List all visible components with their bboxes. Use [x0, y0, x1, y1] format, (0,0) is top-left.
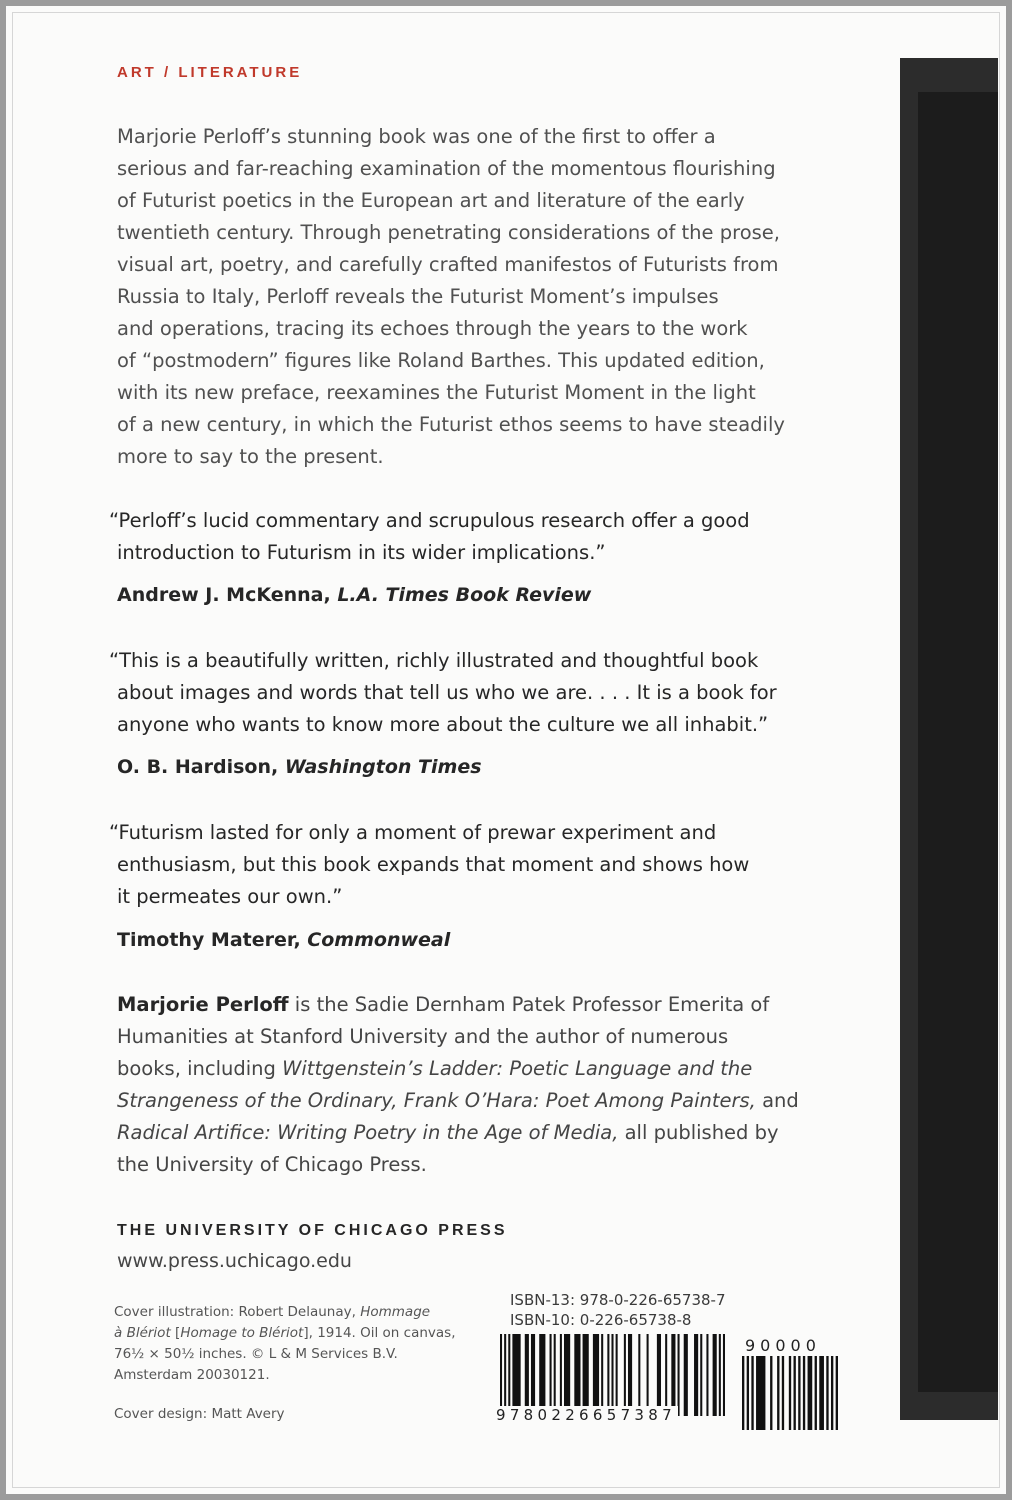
quote-line: it permeates our own.”: [117, 885, 343, 908]
quote-line: “Perloff’s lucid commentary and scrupulous research offer a good: [109, 509, 750, 532]
publisher-name: THE UNIVERSITY OF CHICAGO PRESS: [117, 1222, 508, 1239]
barcode-bar: [531, 1334, 535, 1416]
credit-text: 76½ × 50½ inches. © L & M Services B.V.: [114, 1346, 398, 1362]
barcode-bar: [794, 1356, 796, 1430]
quote-line: enthusiasm, but this book expands that moment and shows how: [117, 853, 750, 876]
barcode-bar: [601, 1334, 603, 1416]
isbn-13: ISBN-13: 978-0-226-65738-7: [510, 1291, 726, 1309]
barcode-bar: [512, 1334, 520, 1416]
barcode-bar: [798, 1356, 800, 1430]
barcode-bar: [539, 1334, 545, 1416]
description-line: Marjorie Perloff’s stunning book was one of the first to offer a: [117, 125, 716, 148]
bio-line: Humanities at Stanford University and the author of numerous: [117, 1025, 729, 1048]
ean-barcode-bars: [500, 1334, 725, 1416]
description-line: twentieth century. Through penetrating considerations of the prose,: [117, 221, 780, 244]
barcode-bar: [500, 1334, 502, 1416]
bio-line: [117, 1053, 817, 1085]
barcode-bar: [770, 1356, 772, 1430]
barcode-bar: [508, 1334, 510, 1416]
review-quote: [109, 817, 817, 913]
barcode-bar: [647, 1334, 649, 1416]
barcode-bar: [831, 1356, 833, 1430]
bio-text: all published by: [618, 1121, 779, 1144]
quote-attribution: [117, 584, 591, 606]
cover-illustration-credit: [114, 1302, 474, 1386]
quote-line: anyone who wants to know more about the culture we all inhabit.”: [117, 713, 769, 736]
publisher-website: www.press.uchicago.edu: [117, 1250, 352, 1272]
barcode-bar: [638, 1334, 640, 1416]
author-bio: [117, 989, 817, 1181]
artwork-title: Homage to Blériot: [180, 1325, 304, 1341]
description-line: of “postmodern” figures like Roland Barthes. This updated edition,: [117, 349, 765, 372]
barcode-bar: [678, 1334, 680, 1416]
barcode-bar: [777, 1356, 779, 1430]
review-quote: [109, 645, 817, 741]
bio-text: is the Sadie Dernham Patek Professor Emerita of: [288, 993, 770, 1016]
quote-author: Andrew J. McKenna,: [117, 584, 338, 606]
review-quote: [109, 505, 817, 569]
bio-text: books, including: [117, 1057, 283, 1080]
credit-text: [: [170, 1325, 181, 1341]
barcode-bar: [713, 1334, 717, 1416]
barcode-bar: [819, 1356, 824, 1430]
credit-text: Cover illustration: Robert Delaunay,: [114, 1304, 361, 1320]
quote-source: L.A. Times Book Review: [337, 584, 592, 606]
barcode-bar: [560, 1334, 562, 1416]
barcode-bar: [624, 1334, 626, 1416]
barcode-bar: [700, 1334, 702, 1416]
description-line: and operations, tracing its echoes through the years to the work: [117, 317, 748, 340]
artwork-title: Hommage: [360, 1304, 431, 1320]
barcode-bar: [628, 1334, 632, 1416]
quote-attribution: [117, 756, 482, 778]
quote-line: “Futurism lasted for only a moment of prewar experiment and: [109, 821, 717, 844]
barcode-bar: [564, 1334, 570, 1416]
quote-source: Washington Times: [284, 756, 482, 778]
barcode-bar: [756, 1356, 765, 1430]
quote-author: Timothy Materer,: [117, 929, 308, 951]
barcode-bar: [747, 1356, 749, 1430]
barcode-digits: 9780226657387: [496, 1406, 676, 1424]
barcode-bar: [583, 1334, 589, 1416]
barcode-bar: [723, 1334, 725, 1416]
barcode-bar: [826, 1356, 828, 1430]
quote-source: Commonweal: [307, 929, 451, 951]
barcode-bar: [782, 1356, 784, 1430]
quote-line: “This is a beautifully written, richly illustrated and thoughtful book: [109, 649, 759, 672]
bio-line: [117, 989, 817, 1021]
category-label: ART / LITERATURE: [117, 64, 303, 81]
barcode-bar: [504, 1334, 506, 1416]
book-description: [117, 121, 817, 473]
barcode-bar: [742, 1356, 744, 1430]
barcode-bar: [694, 1334, 698, 1416]
cover-design-credit: Cover design: Matt Avery: [114, 1406, 285, 1422]
barcode-bar: [808, 1356, 813, 1430]
barcode-bar: [789, 1356, 791, 1430]
description-line: with its new preface, reexamines the Futurist Moment in the light: [117, 381, 756, 404]
barcode-bar: [607, 1334, 609, 1416]
bio-line: [117, 1117, 817, 1149]
price-code: 90000: [745, 1336, 821, 1355]
barcode-bar: [665, 1334, 667, 1416]
barcode-bar: [836, 1356, 838, 1430]
bio-line: the University of Chicago Press.: [117, 1153, 427, 1176]
barcode-bar: [525, 1334, 529, 1416]
barcode-bar: [593, 1334, 599, 1416]
description-line: visual art, poetry, and carefully crafted manifestos of Futurists from: [117, 253, 779, 276]
barcode-bar: [706, 1334, 708, 1416]
barcode-bar: [616, 1334, 618, 1416]
bio-line: [117, 1085, 817, 1117]
quote-author: O. B. Hardison,: [117, 756, 285, 778]
artwork-title: à Blériot: [114, 1325, 171, 1341]
spine-shadow: [918, 92, 998, 1392]
barcode-bar: [671, 1334, 675, 1416]
description-line: serious and far-reaching examination of the momentous flourishing: [117, 157, 776, 180]
isbn-10: ISBN-10: 0-226-65738-8: [510, 1311, 692, 1329]
description-line: Russia to Italy, Perloff reveals the Futurist Moment’s impulses: [117, 285, 719, 308]
bio-text: and: [755, 1089, 799, 1112]
quote-line: introduction to Futurism in its wider implications.”: [117, 541, 606, 564]
barcode-bar: [719, 1334, 721, 1416]
book-title: Radical Artifice: Writing Poetry in the Age of Media,: [117, 1121, 619, 1144]
barcode-bar: [554, 1334, 556, 1416]
description-line: of Futurist poetics in the European art and literature of the early: [117, 189, 745, 212]
description-line: more to say to the present.: [117, 445, 384, 468]
book-title: Wittgenstein’s Ladder: Poetic Language and the: [282, 1057, 753, 1080]
barcode-bar: [815, 1356, 817, 1430]
quote-line: about images and words that tell us who we are. . . . It is a book for: [117, 681, 777, 704]
barcode-bar: [657, 1334, 661, 1416]
quote-attribution: [117, 929, 450, 951]
author-name: Marjorie Perloff: [117, 993, 289, 1016]
book-title: Strangeness of the Ordinary, Frank O’Hara: Poet Among Painters,: [117, 1089, 756, 1112]
barcode-bar: [684, 1334, 688, 1416]
credit-text: Amsterdam 20030121.: [114, 1367, 270, 1383]
barcode-bar: [611, 1334, 613, 1416]
price-barcode-bars: [742, 1356, 838, 1430]
barcode-bar: [803, 1356, 805, 1430]
description-line: of a new century, in which the Futurist ethos seems to have steadily: [117, 413, 785, 436]
barcode-bar: [550, 1334, 552, 1416]
barcode-bar: [751, 1356, 753, 1430]
credit-text: ], 1914. Oil on canvas,: [303, 1325, 456, 1341]
barcode-bar: [574, 1334, 580, 1416]
